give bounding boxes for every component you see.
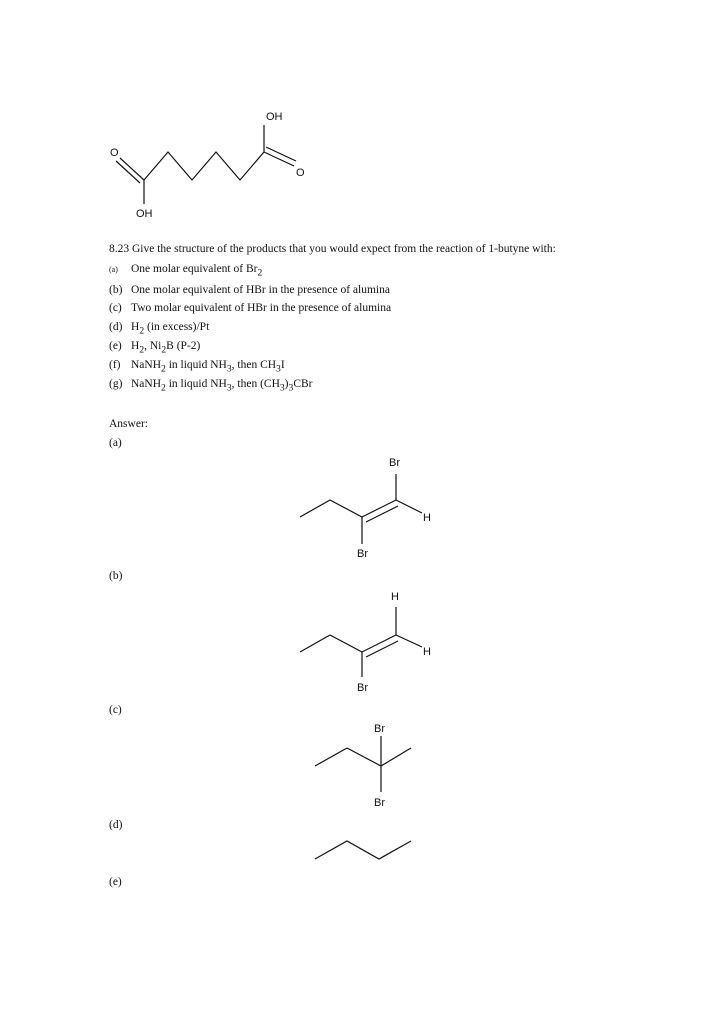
option-text: Two molar equivalent of HBr in the presence of alumina: [131, 302, 392, 314]
option-letter: (e): [109, 340, 122, 352]
right-c-o-double-bond-2: [266, 147, 296, 161]
ethyl-bond-2: [330, 500, 362, 517]
question-option: [109, 284, 390, 296]
option-letter: (g): [109, 378, 123, 390]
br-label-bottom: Br: [357, 682, 368, 694]
option-text: NaNH$_2$ in liquid $NH_3$, then $CH_3I$: [131, 359, 285, 375]
question-option: [109, 321, 209, 336]
option-letter: (a): [109, 265, 118, 274]
ethyl-bond-1: [300, 500, 330, 517]
double-bond-2: [366, 641, 398, 657]
o-label-left: O: [110, 147, 119, 159]
option-text: One molar equivalent of HBr in the presence of alumina: [131, 284, 390, 296]
adipic-acid-structure: [100, 100, 320, 230]
question-option: [109, 263, 262, 278]
option-letter: (f): [109, 359, 121, 371]
c1-h-bond: [396, 500, 422, 513]
left-c-o-double-bond-2: [116, 161, 140, 183]
chain-bond-3: [381, 748, 411, 766]
answer-a-structure: [290, 450, 450, 565]
carbon-chain: [144, 152, 264, 180]
double-bond-2: [366, 506, 398, 522]
answer-c-structure: [305, 718, 425, 813]
oh-label-bottom: OH: [136, 208, 153, 220]
answer-a-label: (a): [109, 437, 122, 449]
answer-c-label: (c): [109, 704, 122, 716]
answer-d-label: (d): [109, 819, 123, 831]
answer-b-structure: [290, 585, 450, 700]
option-letter: (d): [109, 321, 123, 333]
left-c-o-double-bond-1: [120, 158, 144, 180]
answer-b-label: (b): [109, 570, 123, 582]
option-letter: (c): [109, 302, 122, 314]
answer-e-label: (e): [109, 876, 122, 888]
option-text: $H_2$, $Ni_2B$ (P-2): [131, 340, 201, 356]
chain-bond-2: [347, 748, 381, 766]
option-text: NaNH$_2$ in liquid $NH_3$, then $(CH_3)_3CBr$: [131, 378, 313, 394]
h-label: H: [423, 512, 431, 524]
br-label-bottom: Br: [357, 548, 368, 560]
question-option: [109, 340, 200, 355]
double-bond-1: [362, 500, 396, 517]
ethyl-bond-1: [300, 635, 330, 652]
question-text: 8.23 Give the structure of the products that you would expect from the reaction of 1-butyne with:: [109, 243, 556, 255]
br-label-bottom: Br: [374, 797, 385, 809]
br-label-top: Br: [374, 723, 385, 735]
question-option: [109, 359, 285, 374]
h-label-right: H: [423, 646, 431, 658]
o-label-right: O: [296, 167, 305, 179]
br-label-top: Br: [389, 457, 400, 469]
ethyl-bond-2: [330, 635, 362, 652]
c1-h-bond-right: [396, 635, 422, 647]
option-letter: (b): [109, 284, 123, 296]
butane-chain: [315, 841, 411, 859]
double-bond-1: [362, 635, 396, 652]
option-text: One molar equivalent of $Br_2$: [131, 263, 263, 279]
right-c-o-double-bond-1: [264, 152, 294, 166]
answer-d-structure: [305, 830, 425, 870]
oh-label-top: OH: [266, 111, 283, 123]
chain-bond-1: [315, 748, 347, 766]
answer-heading: Answer:: [109, 418, 148, 430]
question-option: [109, 378, 312, 393]
option-text: $H_2$ (in excess)/Pt: [131, 321, 210, 337]
question-option: [109, 302, 391, 314]
h-label-top: H: [391, 591, 399, 603]
